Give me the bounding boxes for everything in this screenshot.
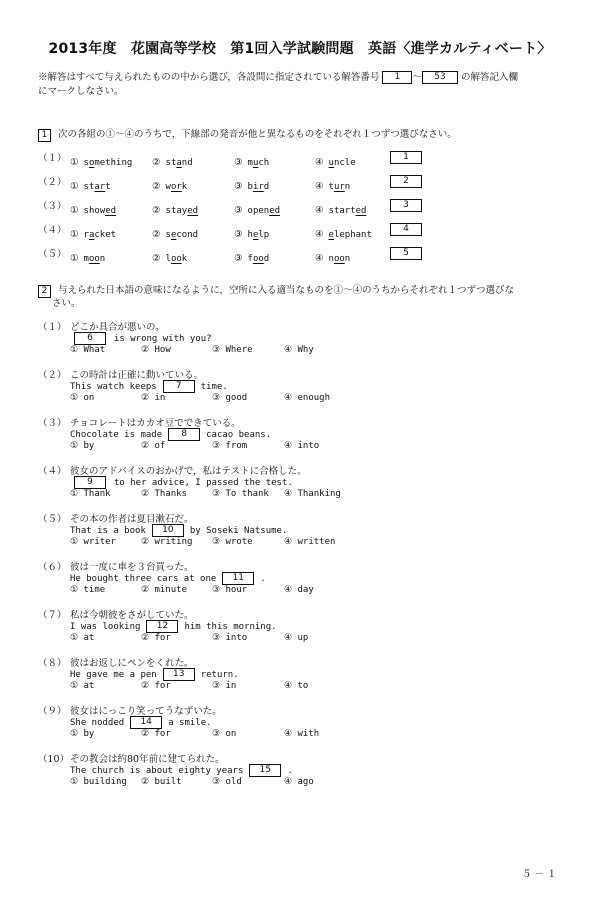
option bbox=[315, 198, 366, 217]
choice: ③ Where bbox=[212, 345, 253, 355]
instructions-post: の解答記入欄 bbox=[461, 72, 519, 83]
choice: ② for bbox=[141, 633, 171, 643]
choice: ④ Thanking bbox=[284, 489, 341, 499]
choice: ① What bbox=[70, 345, 106, 355]
range-start-box: 1 bbox=[382, 71, 412, 84]
word-pre: b bbox=[247, 182, 253, 192]
option bbox=[70, 198, 116, 217]
option bbox=[152, 174, 187, 193]
choice: ② How bbox=[141, 345, 171, 355]
word-underlined: a bbox=[176, 158, 182, 168]
question-number: （７） bbox=[38, 610, 67, 621]
option-mark: ④ bbox=[315, 205, 324, 216]
option bbox=[315, 222, 372, 241]
choice: ② of bbox=[141, 441, 166, 451]
section1-text: 次の各組の①～④のうちで，下線部の発音が他と異なるものをそれぞれ１つずつ選びなさい。 bbox=[58, 129, 457, 140]
option-word bbox=[166, 158, 193, 168]
english-pre: He bought three cars at one bbox=[70, 574, 217, 584]
answer-box[interactable]: 7 bbox=[163, 380, 195, 393]
option-word bbox=[166, 254, 188, 264]
choice: ① building bbox=[70, 777, 127, 787]
question-number: （５） bbox=[38, 514, 67, 525]
word-post: n bbox=[344, 182, 351, 192]
section1-heading bbox=[38, 126, 457, 142]
section2-number: 2 bbox=[38, 285, 51, 298]
option-mark: ② bbox=[152, 229, 161, 240]
english-pre: She nodded bbox=[70, 718, 125, 728]
question-english bbox=[70, 716, 212, 729]
word-pre: r bbox=[83, 230, 89, 240]
instructions-line2: にマークしなさい。 bbox=[38, 86, 124, 97]
option bbox=[152, 246, 187, 265]
option-mark: ④ bbox=[315, 253, 324, 264]
question-japanese: その教会は約80年前に建てられた。 bbox=[70, 754, 225, 765]
answer-box[interactable]: 9 bbox=[74, 476, 106, 489]
word-underlined: ed bbox=[187, 206, 199, 216]
option-mark: ② bbox=[152, 181, 161, 192]
option-word bbox=[84, 182, 111, 192]
option-word bbox=[166, 182, 188, 192]
answer-box[interactable]: 3 bbox=[390, 199, 422, 212]
choice: ① at bbox=[70, 633, 95, 643]
row-number: （４） bbox=[38, 225, 67, 236]
word-pre: m bbox=[83, 254, 89, 264]
option-mark: ① bbox=[70, 205, 79, 216]
word-pre: n bbox=[328, 254, 334, 264]
option-mark: ③ bbox=[234, 205, 243, 216]
choice: ① on bbox=[70, 393, 95, 403]
option-word bbox=[84, 254, 106, 264]
question-number: （２） bbox=[38, 370, 67, 381]
question-japanese: どこか具合が悪いの。 bbox=[70, 322, 165, 333]
word-post: d bbox=[263, 254, 270, 264]
english-post: cacao beans. bbox=[206, 430, 272, 440]
row-number: （２） bbox=[38, 177, 67, 188]
option bbox=[315, 246, 350, 265]
choice: ③ To thank bbox=[212, 489, 269, 499]
choice: ③ in bbox=[212, 681, 237, 691]
option-mark: ④ bbox=[315, 157, 324, 168]
choice: ④ day bbox=[284, 585, 314, 595]
question-japanese: 彼は一度に車を３台買った。 bbox=[70, 562, 194, 573]
word-pre: st bbox=[165, 158, 177, 168]
choice: ② in bbox=[141, 393, 166, 403]
question-english bbox=[70, 476, 293, 489]
question-number: （８） bbox=[38, 658, 67, 669]
option-word bbox=[84, 230, 117, 240]
question-number: （４） bbox=[38, 466, 67, 477]
word-post: lephant bbox=[333, 230, 372, 240]
option-mark: ① bbox=[70, 181, 79, 192]
word-post: n bbox=[99, 254, 106, 264]
word-underlined: or bbox=[170, 182, 182, 192]
question-japanese: 彼はお返しにペンをくれた。 bbox=[70, 658, 194, 669]
word-underlined: oo bbox=[170, 254, 182, 264]
choice: ④ up bbox=[284, 633, 309, 643]
word-post: lp bbox=[258, 230, 270, 240]
word-post: n bbox=[344, 254, 351, 264]
option-word bbox=[84, 158, 133, 168]
word-pre: w bbox=[165, 182, 171, 192]
english-post: is wrong with you? bbox=[114, 334, 212, 344]
word-post: cket bbox=[94, 230, 117, 240]
choice: ② built bbox=[141, 777, 182, 787]
option bbox=[152, 150, 193, 169]
option bbox=[70, 150, 132, 169]
word-underlined: e bbox=[170, 230, 177, 240]
english-pre: He gave me a pen bbox=[70, 670, 157, 680]
choice: ② for bbox=[141, 681, 171, 691]
choice: ② Thanks bbox=[141, 489, 187, 499]
option-word bbox=[329, 230, 372, 240]
answer-box[interactable]: 10 bbox=[152, 524, 184, 537]
answer-box[interactable]: 8 bbox=[168, 428, 200, 441]
word-pre: m bbox=[247, 158, 253, 168]
choice: ③ old bbox=[212, 777, 242, 787]
answer-box[interactable]: 14 bbox=[130, 716, 162, 729]
word-post: d bbox=[263, 182, 270, 192]
word-pre: show bbox=[83, 206, 106, 216]
option-mark: ③ bbox=[234, 253, 243, 264]
word-post: mething bbox=[94, 158, 133, 168]
question-english bbox=[70, 620, 277, 633]
question-japanese: 彼女はにっこり笑ってうなずいた。 bbox=[70, 706, 222, 717]
choice: ③ good bbox=[212, 393, 248, 403]
option bbox=[234, 150, 269, 169]
choice: ③ into bbox=[212, 633, 248, 643]
choice: ④ ago bbox=[284, 777, 314, 787]
word-pre: s bbox=[83, 158, 89, 168]
option-word bbox=[166, 230, 199, 240]
word-underlined: ur bbox=[333, 182, 345, 192]
answer-box[interactable]: 13 bbox=[163, 668, 195, 681]
english-post: return. bbox=[200, 670, 239, 680]
choice: ④ with bbox=[284, 729, 320, 739]
answer-box[interactable]: 4 bbox=[390, 223, 422, 236]
option-word bbox=[329, 158, 356, 168]
choice: ③ hour bbox=[212, 585, 248, 595]
english-post: him this morning. bbox=[184, 622, 277, 632]
english-pre: Chocolate is made bbox=[70, 430, 163, 440]
option-word bbox=[84, 206, 117, 216]
option-mark: ② bbox=[152, 253, 161, 264]
choice: ② for bbox=[141, 729, 171, 739]
answer-box[interactable]: 12 bbox=[146, 620, 178, 633]
option-word bbox=[248, 230, 270, 240]
choice: ② writing bbox=[141, 537, 193, 547]
word-pre: stay bbox=[165, 206, 188, 216]
word-underlined: ed bbox=[355, 206, 367, 216]
choice: ③ from bbox=[212, 441, 248, 451]
question-japanese: その本の作者は夏目漱石だ。 bbox=[70, 514, 194, 525]
choice: ① writer bbox=[70, 537, 116, 547]
english-pre: I was looking bbox=[70, 622, 141, 632]
question-japanese: 彼女のアドバイスのおかげで，私はテストに合格した。 bbox=[70, 466, 307, 477]
english-pre: The church is about eighty years bbox=[70, 766, 244, 776]
option bbox=[315, 174, 350, 193]
choice: ② minute bbox=[141, 585, 187, 595]
word-post: cond bbox=[176, 230, 199, 240]
option-mark: ① bbox=[70, 229, 79, 240]
choice: ① time bbox=[70, 585, 106, 595]
question-english bbox=[70, 380, 228, 393]
page-number: ５ － １ bbox=[522, 869, 557, 880]
word-underlined: ar bbox=[94, 182, 106, 192]
option bbox=[152, 222, 198, 241]
choice: ① at bbox=[70, 681, 95, 691]
question-number: （１） bbox=[38, 322, 67, 333]
word-underlined: ir bbox=[252, 182, 264, 192]
answer-box[interactable]: 6 bbox=[74, 332, 106, 345]
option-mark: ③ bbox=[234, 181, 243, 192]
option bbox=[70, 222, 116, 241]
option bbox=[234, 222, 269, 241]
question-japanese: 私は今朝彼をさがしていた。 bbox=[70, 610, 194, 621]
word-pre: l bbox=[165, 254, 171, 264]
instructions-pre: ※解答はすべて与えられたものの中から選び，各設問に指定されている解答番号 bbox=[38, 72, 380, 83]
instructions-line1 bbox=[38, 69, 518, 84]
answer-box[interactable]: 2 bbox=[390, 175, 422, 188]
range-end-box: 53 bbox=[422, 71, 458, 84]
option bbox=[234, 174, 269, 193]
option bbox=[152, 198, 198, 217]
row-number: （３） bbox=[38, 201, 67, 212]
word-pre: f bbox=[247, 254, 253, 264]
word-post: ncle bbox=[333, 158, 356, 168]
word-underlined: oo bbox=[252, 254, 264, 264]
word-pre: h bbox=[247, 230, 253, 240]
choice: ① Thank bbox=[70, 489, 111, 499]
section2-text-line1: 与えられた日本語の意味になるように，空所に入る適当なものを①～④のうちからそれぞれ１つずつ選びな bbox=[58, 285, 515, 296]
option bbox=[70, 246, 105, 265]
section2-heading bbox=[38, 282, 514, 298]
word-underlined: o bbox=[88, 158, 95, 168]
word-post: nd bbox=[181, 158, 193, 168]
word-underlined: oo bbox=[88, 254, 100, 264]
english-post: to her advice, I passed the test. bbox=[114, 478, 293, 488]
word-underlined: e bbox=[252, 230, 259, 240]
option-word bbox=[166, 206, 199, 216]
row-number: （１） bbox=[38, 153, 67, 164]
choice: ① by bbox=[70, 441, 95, 451]
english-post: by Soseki Natsume. bbox=[189, 526, 288, 536]
english-post: time. bbox=[200, 382, 228, 392]
section1-number: 1 bbox=[38, 129, 51, 142]
choice: ③ wrote bbox=[212, 537, 253, 547]
option bbox=[315, 150, 356, 169]
word-underlined: ed bbox=[269, 206, 281, 216]
option-word bbox=[329, 206, 367, 216]
option-mark: ③ bbox=[234, 229, 243, 240]
word-underlined: a bbox=[88, 230, 95, 240]
question-english bbox=[70, 524, 287, 537]
question-english bbox=[70, 764, 293, 777]
question-number: （３） bbox=[38, 418, 67, 429]
option-mark: ④ bbox=[315, 181, 324, 192]
section2-text-line2: さい。 bbox=[52, 298, 81, 309]
english-post: a smile. bbox=[168, 718, 212, 728]
question-number: （10） bbox=[38, 754, 70, 765]
word-pre: t bbox=[328, 182, 334, 192]
option bbox=[234, 198, 280, 217]
option-mark: ② bbox=[152, 157, 161, 168]
question-english bbox=[70, 332, 212, 345]
word-underlined: u bbox=[252, 158, 259, 168]
row-number: （５） bbox=[38, 249, 67, 260]
option bbox=[70, 174, 111, 193]
option-mark: ① bbox=[70, 253, 79, 264]
answer-box[interactable]: 15 bbox=[249, 764, 281, 777]
word-underlined: oo bbox=[333, 254, 345, 264]
option bbox=[234, 246, 269, 265]
question-english bbox=[70, 572, 266, 585]
option-mark: ④ bbox=[315, 229, 324, 240]
choice: ④ Why bbox=[284, 345, 314, 355]
word-underlined: ed bbox=[105, 206, 117, 216]
word-post: ch bbox=[258, 158, 270, 168]
english-pre: That is a book bbox=[70, 526, 146, 536]
word-pre: open bbox=[247, 206, 270, 216]
option-word bbox=[329, 254, 351, 264]
answer-box[interactable]: 1 bbox=[390, 151, 422, 164]
word-pre: st bbox=[83, 182, 95, 192]
question-english bbox=[70, 668, 239, 681]
answer-box[interactable]: 11 bbox=[222, 572, 254, 585]
english-post: . bbox=[287, 766, 293, 776]
question-japanese: チョコレートはカカオ豆でできている。 bbox=[70, 418, 241, 429]
choice: ④ enough bbox=[284, 393, 330, 403]
word-post: t bbox=[105, 182, 111, 192]
word-pre: s bbox=[165, 230, 171, 240]
choice: ④ into bbox=[284, 441, 320, 451]
word-underlined: e bbox=[328, 230, 334, 240]
question-number: （６） bbox=[38, 562, 67, 573]
option-word bbox=[329, 182, 351, 192]
question-english bbox=[70, 428, 271, 441]
range-sep: ～ bbox=[412, 72, 422, 83]
option-word bbox=[248, 182, 270, 192]
word-pre: start bbox=[328, 206, 356, 216]
option-word bbox=[248, 206, 281, 216]
answer-box[interactable]: 5 bbox=[390, 247, 422, 260]
option-word bbox=[248, 158, 270, 168]
question-number: （９） bbox=[38, 706, 67, 717]
choice: ③ on bbox=[212, 729, 237, 739]
choice: ④ to bbox=[284, 681, 309, 691]
word-post: k bbox=[181, 182, 188, 192]
option-mark: ② bbox=[152, 205, 161, 216]
word-post: k bbox=[181, 254, 188, 264]
option-word bbox=[248, 254, 270, 264]
exam-title: 2013年度 花園高等学校 第1回入学試験問題 英語〈進学カルティベート〉 bbox=[48, 41, 552, 57]
word-underlined: u bbox=[328, 158, 334, 168]
choice: ④ written bbox=[284, 537, 336, 547]
english-post: . bbox=[260, 574, 266, 584]
option-mark: ③ bbox=[234, 157, 243, 168]
choice: ① by bbox=[70, 729, 95, 739]
option-mark: ① bbox=[70, 157, 79, 168]
english-pre: This watch keeps bbox=[70, 382, 157, 392]
question-japanese: この時計は正確に動いている。 bbox=[70, 370, 204, 381]
